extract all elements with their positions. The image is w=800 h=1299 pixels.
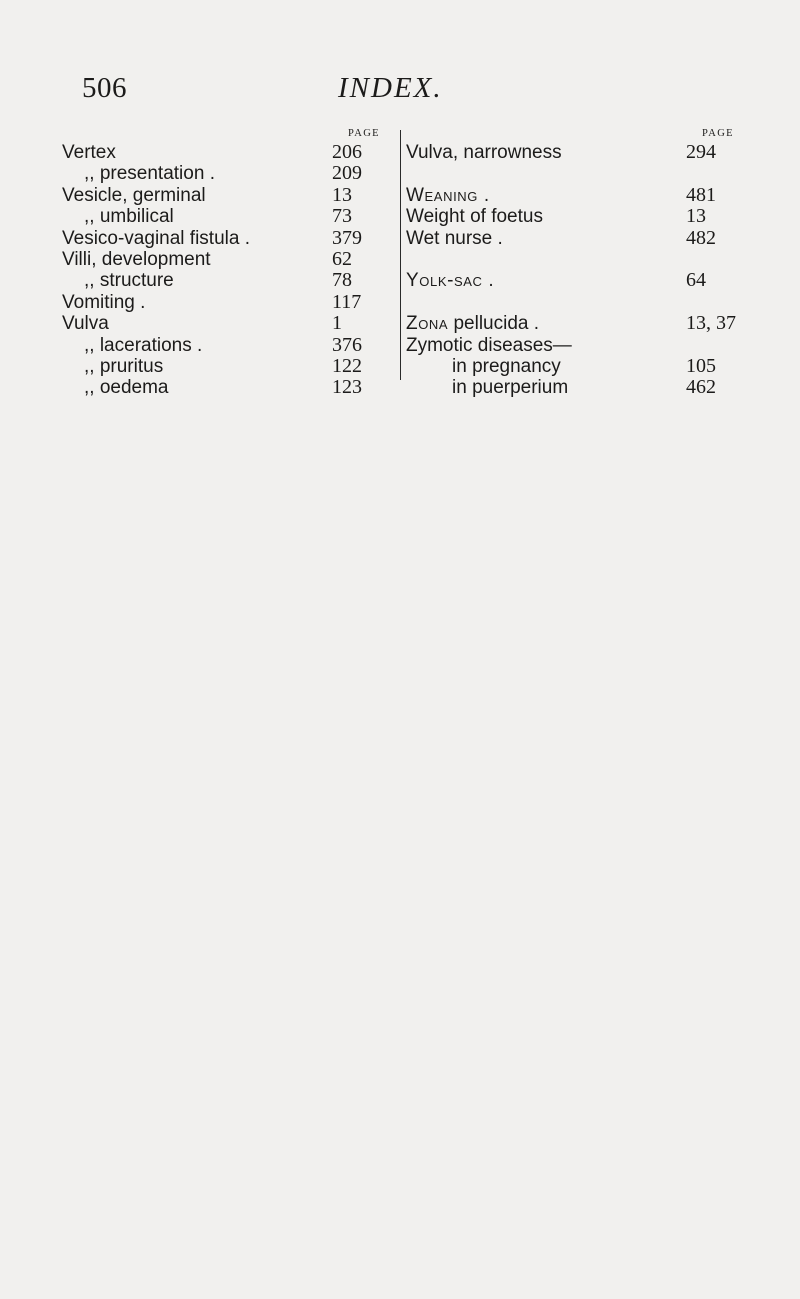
index-column-right	[406, 128, 736, 399]
index-page-number: 482	[686, 226, 716, 249]
index-page-number: 1	[332, 312, 342, 335]
index-entry	[62, 377, 402, 398]
index-term: ,, presentation .	[84, 163, 215, 185]
index-entry	[62, 249, 402, 270]
index-term: Vertex	[62, 142, 116, 163]
index-entry	[406, 142, 736, 163]
index-entry	[406, 377, 736, 398]
index-term: ,, structure	[84, 270, 174, 292]
index-term: in pregnancy	[452, 355, 561, 377]
page-number: 506	[82, 72, 127, 104]
index-page-number: 105	[686, 354, 716, 377]
index-page-number: 122	[332, 354, 362, 377]
running-title: INDEX.	[338, 72, 443, 104]
index-page-number: 206	[332, 141, 362, 163]
index-entry	[406, 249, 736, 270]
index-term: Zymotic diseases—	[406, 334, 572, 356]
index-entry	[62, 270, 402, 291]
index-page-number: 209	[332, 162, 362, 185]
index-term: ,, oedema	[84, 377, 169, 399]
index-term: ,, pruritus	[84, 355, 164, 377]
index-page-number: 13	[686, 205, 706, 228]
index-page-number: 64	[686, 269, 706, 292]
index-entry	[406, 185, 736, 206]
index-page-number: 294	[686, 141, 716, 163]
index-entry	[406, 313, 736, 334]
index-term: Vulva, narrowness	[406, 142, 562, 163]
page-header	[82, 72, 542, 112]
index-page-number: 123	[332, 376, 362, 399]
index-entries	[406, 142, 736, 399]
index-entry	[62, 142, 402, 163]
index-page-number: 481	[686, 183, 716, 206]
index-entry	[406, 163, 736, 184]
index-term: ,, lacerations .	[84, 334, 203, 356]
page-column-label: PAGE	[347, 128, 380, 139]
index-page-number: 117	[332, 290, 362, 313]
index-entry	[406, 335, 736, 356]
index-page-number: 462	[686, 376, 716, 399]
index-term: Vesico-vaginal fistula .	[62, 227, 250, 249]
index-term: Wet nurse .	[406, 227, 503, 249]
index-term: ,, umbilical	[84, 206, 174, 228]
index-page-number: 379	[332, 226, 362, 249]
column-heading	[62, 128, 402, 142]
index-term: Weaning .	[406, 184, 490, 206]
index-entry	[62, 292, 402, 313]
index-page-number: 13, 37	[686, 312, 736, 335]
index-term: Vomiting .	[62, 291, 146, 313]
index-term: in puerperium	[452, 377, 569, 399]
index-page-number: 13	[332, 183, 352, 206]
index-entry	[406, 206, 736, 227]
index-entry	[406, 356, 736, 377]
index-term: Weight of foetus	[406, 206, 543, 228]
page-column-label: PAGE	[701, 128, 734, 139]
index-entry	[62, 185, 402, 206]
index-term: Villi, development	[62, 248, 211, 270]
index-page-number: 376	[332, 333, 362, 356]
column-heading	[406, 128, 736, 142]
index-entry	[62, 206, 402, 227]
index-page-number: 62	[332, 247, 352, 270]
index-term: Zona pellucida .	[406, 313, 540, 335]
index-page-number: 73	[332, 205, 352, 228]
index-entry	[406, 228, 736, 249]
index-term: Yolk-sac .	[406, 270, 495, 292]
index-entry	[62, 356, 402, 377]
index-term: Vulva	[62, 313, 109, 335]
index-entry	[406, 270, 736, 291]
index-page-number: 78	[332, 269, 352, 292]
index-entry	[62, 163, 402, 184]
index-entries	[62, 142, 402, 399]
index-entry	[62, 228, 402, 249]
index-entry	[62, 335, 402, 356]
index-entry	[406, 292, 736, 313]
index-column-left	[62, 128, 402, 399]
index-entry	[62, 313, 402, 334]
index-term: Vesicle, germinal	[62, 184, 206, 206]
